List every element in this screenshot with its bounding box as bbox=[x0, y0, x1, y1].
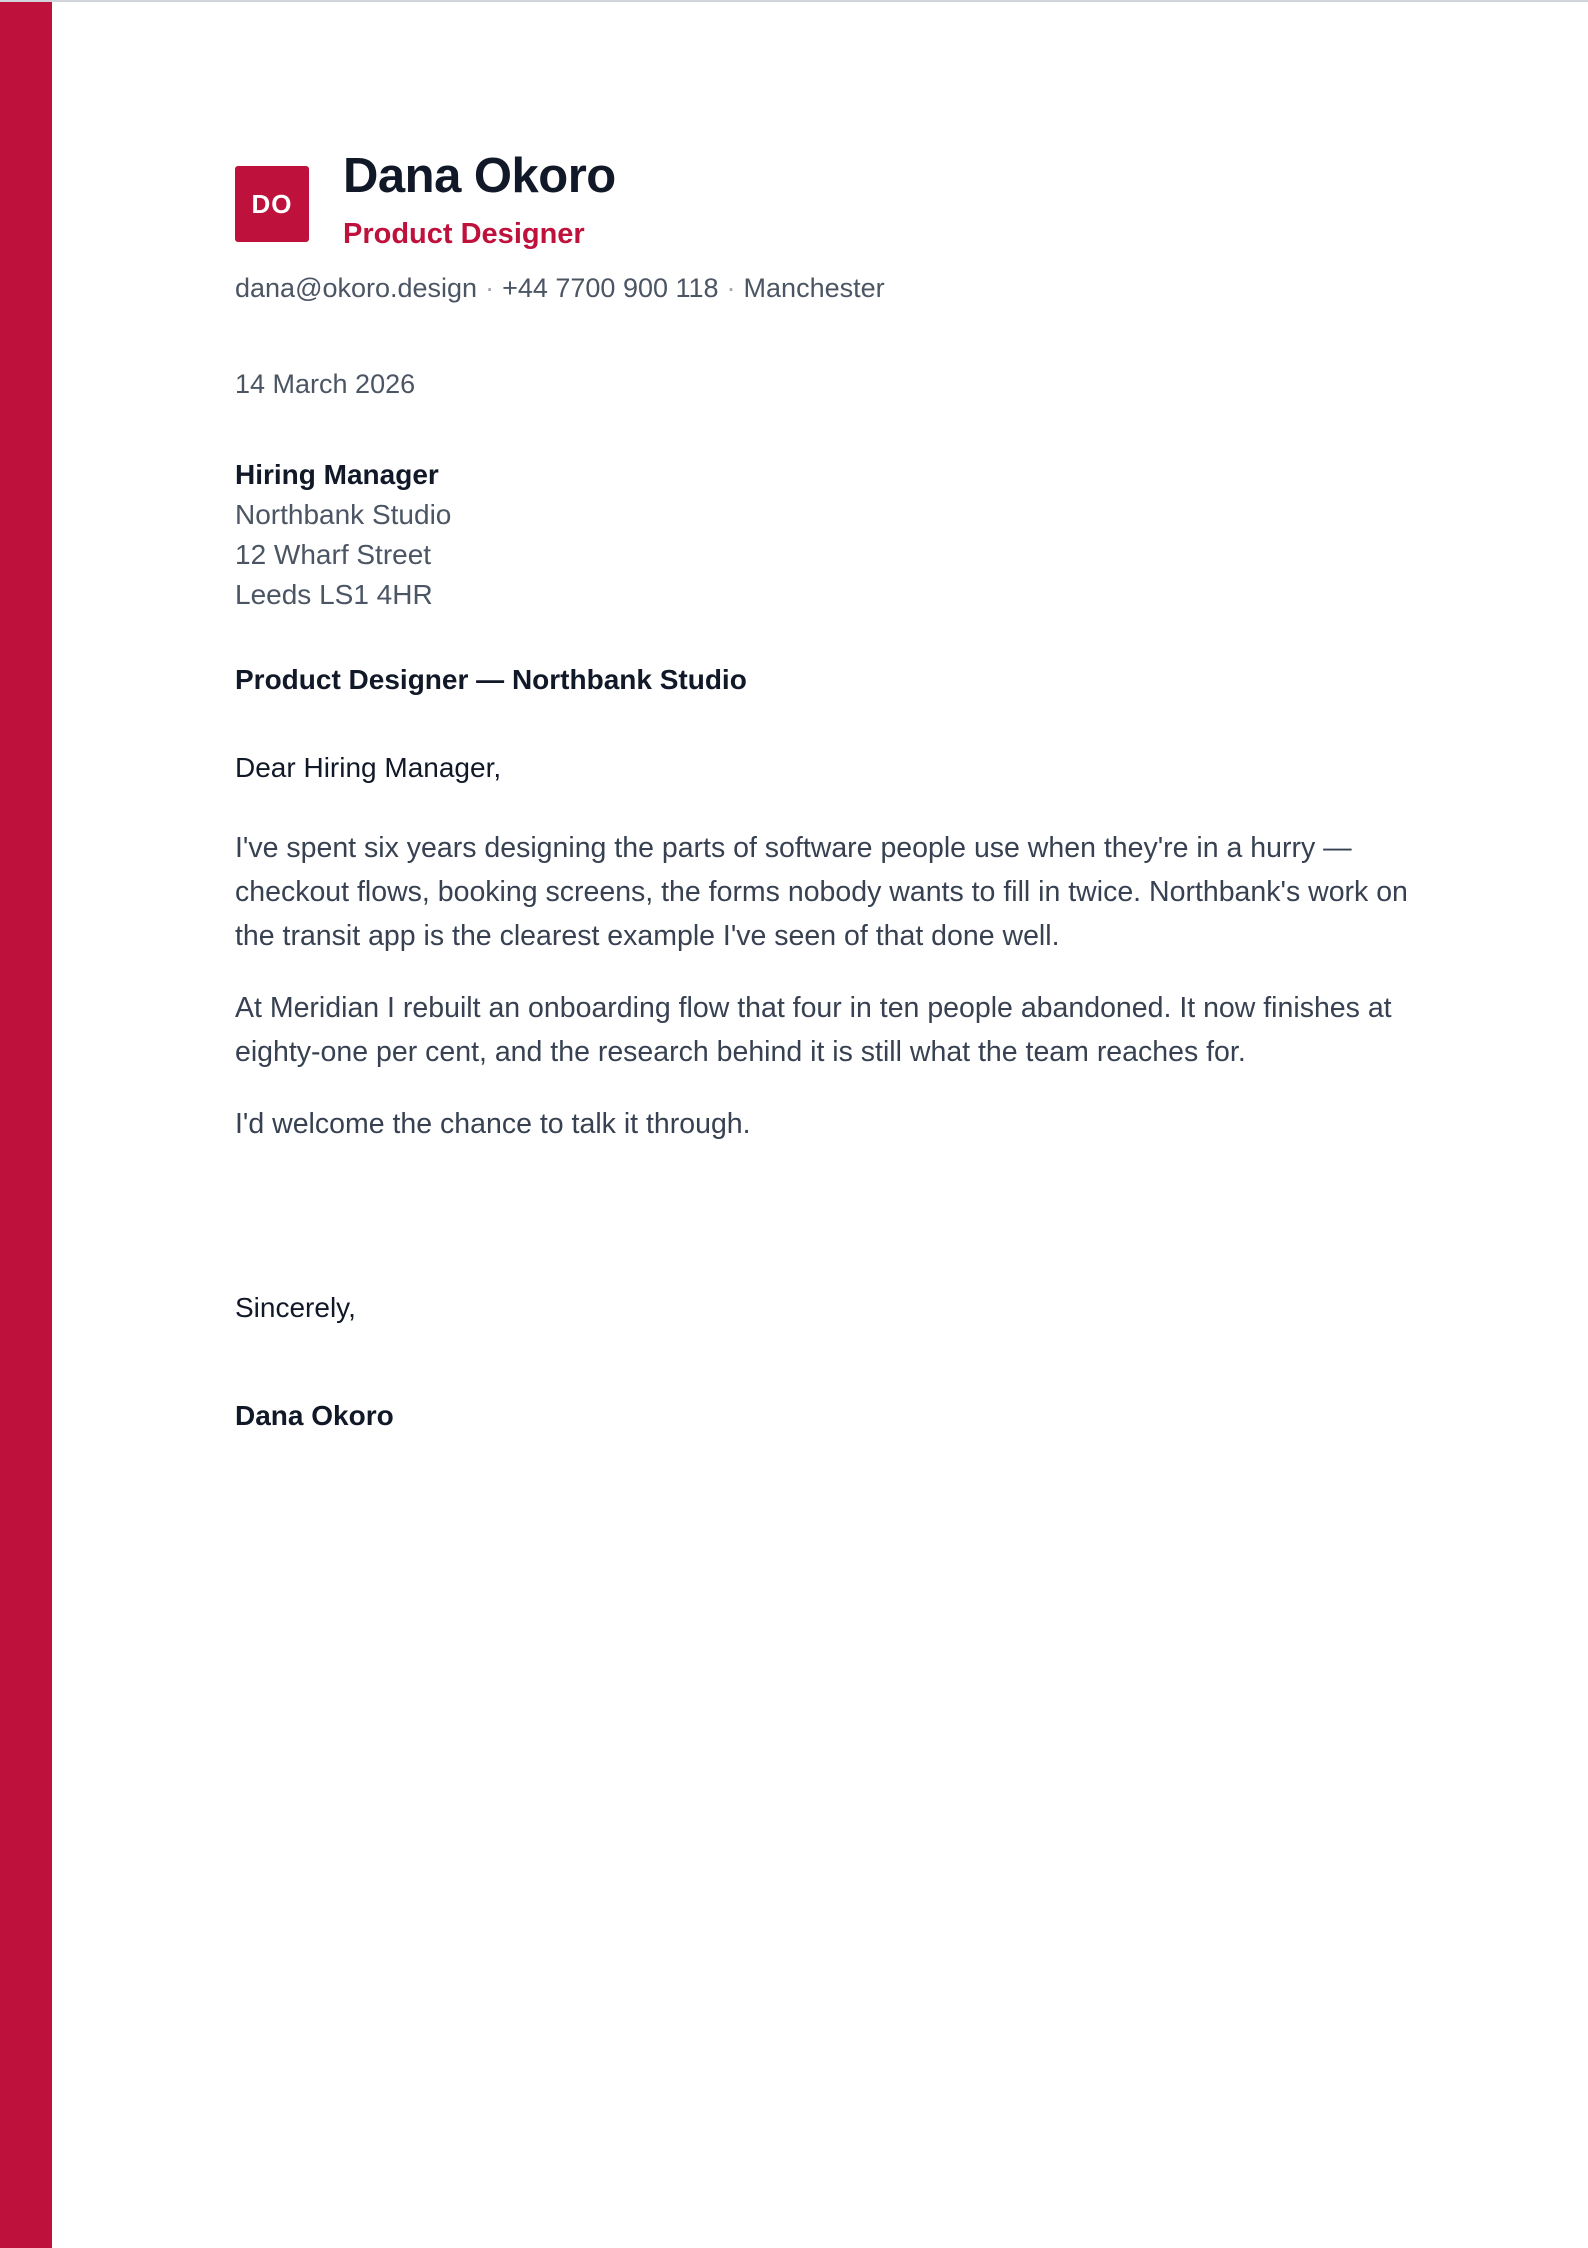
recipient-name: Hiring Manager bbox=[235, 459, 439, 490]
letter-date: 14 March 2026 bbox=[235, 369, 416, 399]
contact-email: dana@okoro.design bbox=[235, 273, 478, 303]
contact-separator: · bbox=[726, 273, 736, 303]
letter-signature: Dana Okoro bbox=[235, 1400, 394, 1431]
letter-subject: Product Designer — Northbank Studio bbox=[235, 664, 747, 695]
monogram-initials: DO bbox=[251, 188, 293, 219]
accent-bar bbox=[0, 2, 52, 2248]
contact-phone: +44 7700 900 118 bbox=[502, 273, 719, 303]
body-paragraph: At Meridian I rebuilt an onboarding flow that four in ten people abandoned. It now finishes at eighty-one per cent, and the research behind it is still what the team reaches for. bbox=[235, 992, 1392, 1068]
sender-name: Dana Okoro bbox=[343, 149, 616, 203]
recipient-street: 12 Wharf Street bbox=[235, 539, 432, 570]
recipient-company: Northbank Studio bbox=[235, 499, 452, 530]
top-rule bbox=[0, 0, 1588, 2]
body-paragraph: I'd welcome the chance to talk it through. bbox=[235, 1108, 751, 1140]
contact-separator: · bbox=[485, 273, 495, 303]
monogram-badge bbox=[235, 166, 309, 242]
letter-closing: Sincerely, bbox=[235, 1292, 356, 1323]
contact-line bbox=[235, 273, 885, 304]
body-paragraph: I've spent six years designing the parts of software people use when they're in a hurry — checkout flows, booking screens, the forms nobody wants to fill in twice. Northbank's work on the transit app is the clearest example I've seen of that done well. bbox=[235, 832, 1408, 952]
letter-salutation: Dear Hiring Manager, bbox=[235, 752, 502, 783]
sender-role: Product Designer bbox=[343, 218, 585, 250]
recipient-block bbox=[235, 455, 451, 615]
contact-location: Manchester bbox=[743, 273, 885, 303]
recipient-city: Leeds LS1 4HR bbox=[235, 579, 433, 610]
letter-body bbox=[235, 826, 1445, 1174]
